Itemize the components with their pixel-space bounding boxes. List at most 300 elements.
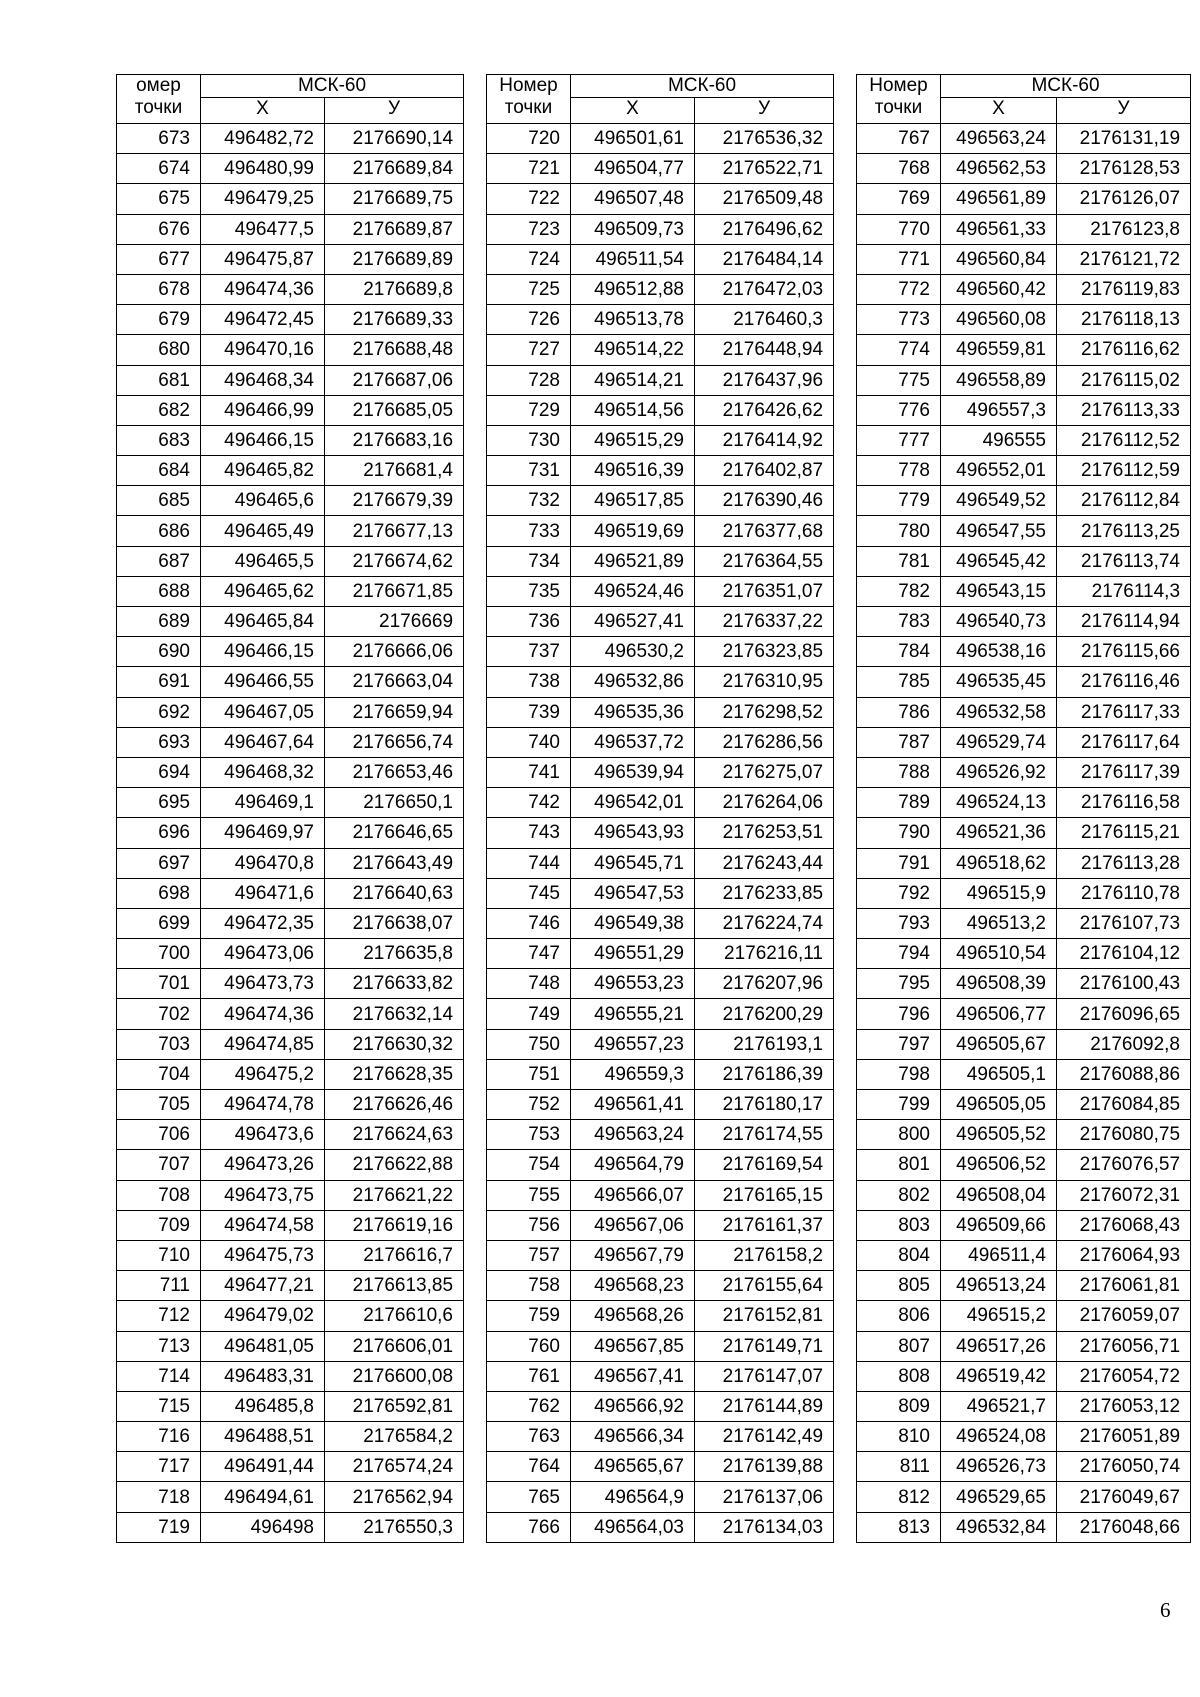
y-cell: 2176186,39	[695, 1059, 834, 1089]
table-row	[117, 1452, 464, 1482]
x-cell: 496515,2	[941, 1301, 1057, 1331]
x-cell: 496549,38	[571, 908, 695, 938]
table-row	[857, 214, 1191, 244]
x-cell: 496529,74	[941, 727, 1057, 757]
table-row	[487, 184, 834, 214]
y-cell: 2176610,6	[325, 1301, 464, 1331]
y-cell: 2176484,14	[695, 244, 834, 274]
x-cell: 496466,15	[201, 637, 325, 667]
point-number-cell: 683	[117, 425, 201, 455]
y-cell: 2176113,25	[1057, 516, 1191, 546]
point-number-cell: 806	[857, 1301, 941, 1331]
x-cell: 496566,92	[571, 1391, 695, 1421]
table-row	[117, 1331, 464, 1361]
y-cell: 2176053,12	[1057, 1391, 1191, 1421]
table-row	[117, 546, 464, 576]
y-cell: 2176158,2	[695, 1240, 834, 1270]
point-number-cell: 694	[117, 757, 201, 787]
y-cell: 2176121,72	[1057, 244, 1191, 274]
table-row	[117, 878, 464, 908]
x-cell: 496504,77	[571, 154, 695, 184]
point-number-cell: 717	[117, 1452, 201, 1482]
point-number-cell: 801	[857, 1150, 941, 1180]
table-row	[857, 757, 1191, 787]
table-row	[487, 576, 834, 606]
table-row	[117, 154, 464, 184]
y-cell: 2176096,65	[1057, 999, 1191, 1029]
table-row	[487, 1452, 834, 1482]
point-number-cell: 758	[487, 1271, 571, 1301]
point-number-cell: 720	[487, 124, 571, 154]
table-row	[117, 788, 464, 818]
x-cell: 496553,23	[571, 969, 695, 999]
x-cell: 496479,02	[201, 1301, 325, 1331]
coordinate-system-header: МСК-60	[941, 75, 1191, 98]
point-number-cell: 769	[857, 184, 941, 214]
y-cell: 2176116,46	[1057, 667, 1191, 697]
y-cell: 2176351,07	[695, 576, 834, 606]
x-cell: 496559,3	[571, 1059, 695, 1089]
x-cell: 496532,84	[941, 1512, 1057, 1542]
point-number-cell: 736	[487, 607, 571, 637]
point-number-cell: 692	[117, 697, 201, 727]
point-number-cell: 680	[117, 335, 201, 365]
y-cell: 2176628,35	[325, 1059, 464, 1089]
x-cell: 496530,2	[571, 637, 695, 667]
point-number-cell: 699	[117, 908, 201, 938]
point-number-cell: 719	[117, 1512, 201, 1542]
x-cell: 496469,97	[201, 818, 325, 848]
point-number-cell: 676	[117, 214, 201, 244]
point-number-cell: 811	[857, 1452, 941, 1482]
table-row	[857, 969, 1191, 999]
y-cell: 2176113,33	[1057, 395, 1191, 425]
y-cell: 2176683,16	[325, 425, 464, 455]
point-number-cell: 812	[857, 1482, 941, 1512]
x-cell: 496560,42	[941, 274, 1057, 304]
table-row	[487, 697, 834, 727]
x-cell: 496465,6	[201, 486, 325, 516]
y-cell: 2176092,8	[1057, 1029, 1191, 1059]
x-cell: 496505,52	[941, 1120, 1057, 1150]
y-cell: 2176550,3	[325, 1512, 464, 1542]
x-cell: 496465,84	[201, 607, 325, 637]
point-number-cell: 776	[857, 395, 941, 425]
y-cell: 2176054,72	[1057, 1361, 1191, 1391]
x-cell: 496527,41	[571, 607, 695, 637]
table-row	[857, 1271, 1191, 1301]
x-header: Х	[941, 98, 1057, 124]
y-cell: 2176155,64	[695, 1271, 834, 1301]
table-row	[487, 1422, 834, 1452]
table-row	[857, 154, 1191, 184]
table-row	[857, 1120, 1191, 1150]
y-cell: 2176626,46	[325, 1090, 464, 1120]
point-number-cell: 738	[487, 667, 571, 697]
x-cell: 496477,5	[201, 214, 325, 244]
y-cell: 2176390,46	[695, 486, 834, 516]
point-number-cell: 808	[857, 1361, 941, 1391]
point-number-cell: 783	[857, 607, 941, 637]
y-cell: 2176621,22	[325, 1180, 464, 1210]
y-cell: 2176144,89	[695, 1391, 834, 1421]
point-number-cell: 790	[857, 818, 941, 848]
y-cell: 2176448,94	[695, 335, 834, 365]
x-cell: 496545,42	[941, 546, 1057, 576]
x-cell: 496509,73	[571, 214, 695, 244]
table-row	[857, 124, 1191, 154]
point-number-cell: 798	[857, 1059, 941, 1089]
y-cell: 2176633,82	[325, 969, 464, 999]
point-number-cell: 686	[117, 516, 201, 546]
table-row	[487, 274, 834, 304]
y-cell: 2176114,3	[1057, 576, 1191, 606]
point-number-cell: 706	[117, 1120, 201, 1150]
point-number-cell: 700	[117, 939, 201, 969]
table-row	[857, 818, 1191, 848]
table-row	[117, 1029, 464, 1059]
point-number-cell: 772	[857, 274, 941, 304]
point-number-cell: 748	[487, 969, 571, 999]
point-number-cell: 684	[117, 456, 201, 486]
table-row	[117, 1482, 464, 1512]
point-number-cell: 749	[487, 999, 571, 1029]
table-row	[857, 305, 1191, 335]
table-row	[857, 1090, 1191, 1120]
x-cell: 496506,77	[941, 999, 1057, 1029]
x-cell: 496473,75	[201, 1180, 325, 1210]
table-row	[487, 1391, 834, 1421]
y-cell: 2176117,33	[1057, 697, 1191, 727]
x-cell: 496549,52	[941, 486, 1057, 516]
table-row	[487, 1210, 834, 1240]
y-cell: 2176681,4	[325, 456, 464, 486]
x-cell: 496521,36	[941, 818, 1057, 848]
x-cell: 496511,54	[571, 244, 695, 274]
point-number-header: Номер точки	[487, 75, 571, 124]
y-header: У	[325, 98, 464, 124]
table-row	[857, 1512, 1191, 1542]
point-number-cell: 764	[487, 1452, 571, 1482]
x-cell: 496510,54	[941, 939, 1057, 969]
point-number-cell: 809	[857, 1391, 941, 1421]
x-cell: 496526,92	[941, 757, 1057, 787]
point-number-cell: 711	[117, 1271, 201, 1301]
y-cell: 2176536,32	[695, 124, 834, 154]
x-cell: 496540,73	[941, 607, 1057, 637]
x-cell: 496538,16	[941, 637, 1057, 667]
point-number-cell: 763	[487, 1422, 571, 1452]
y-cell: 2176112,59	[1057, 456, 1191, 486]
y-cell: 2176174,55	[695, 1120, 834, 1150]
point-number-cell: 780	[857, 516, 941, 546]
point-number-cell: 713	[117, 1331, 201, 1361]
x-cell: 496524,13	[941, 788, 1057, 818]
table-row	[487, 305, 834, 335]
y-cell: 2176049,67	[1057, 1482, 1191, 1512]
y-cell: 2176679,39	[325, 486, 464, 516]
point-number-cell: 698	[117, 878, 201, 908]
table-row	[487, 244, 834, 274]
x-cell: 496505,05	[941, 1090, 1057, 1120]
table-row	[117, 607, 464, 637]
point-number-header: Номер точки	[857, 75, 941, 124]
x-cell: 496470,8	[201, 848, 325, 878]
x-cell: 496466,99	[201, 395, 325, 425]
coordinates-table-2	[486, 74, 834, 1543]
y-cell: 2176689,84	[325, 154, 464, 184]
table-row	[117, 365, 464, 395]
point-number-cell: 722	[487, 184, 571, 214]
table-row	[117, 1240, 464, 1270]
y-cell: 2176117,39	[1057, 757, 1191, 787]
x-cell: 496567,79	[571, 1240, 695, 1270]
point-number-cell: 805	[857, 1271, 941, 1301]
x-cell: 496470,16	[201, 335, 325, 365]
point-number-cell: 759	[487, 1301, 571, 1331]
y-cell: 2176689,33	[325, 305, 464, 335]
x-cell: 496563,24	[941, 124, 1057, 154]
y-cell: 2176161,37	[695, 1210, 834, 1240]
point-number-cell: 813	[857, 1512, 941, 1542]
y-cell: 2176663,04	[325, 667, 464, 697]
y-cell: 2176059,07	[1057, 1301, 1191, 1331]
x-cell: 496482,72	[201, 124, 325, 154]
table-row	[487, 818, 834, 848]
x-cell: 496543,15	[941, 576, 1057, 606]
table-row	[857, 788, 1191, 818]
y-cell: 2176622,88	[325, 1150, 464, 1180]
y-cell: 2176643,49	[325, 848, 464, 878]
point-number-cell: 750	[487, 1029, 571, 1059]
table-row	[857, 184, 1191, 214]
table-row	[857, 637, 1191, 667]
point-number-cell: 727	[487, 335, 571, 365]
y-cell: 2176233,85	[695, 878, 834, 908]
x-cell: 496477,21	[201, 1271, 325, 1301]
point-number-cell: 716	[117, 1422, 201, 1452]
table-row	[487, 1271, 834, 1301]
x-cell: 496485,8	[201, 1391, 325, 1421]
y-cell: 2176068,43	[1057, 1210, 1191, 1240]
x-cell: 496468,34	[201, 365, 325, 395]
point-number-cell: 697	[117, 848, 201, 878]
point-number-cell: 781	[857, 546, 941, 576]
y-cell: 2176460,3	[695, 305, 834, 335]
point-number-cell: 799	[857, 1090, 941, 1120]
table-row	[857, 1331, 1191, 1361]
point-number-cell: 785	[857, 667, 941, 697]
table-row	[117, 335, 464, 365]
point-number-cell: 789	[857, 788, 941, 818]
y-cell: 2176116,58	[1057, 788, 1191, 818]
table-row	[487, 939, 834, 969]
table-row	[487, 1150, 834, 1180]
point-number-cell: 679	[117, 305, 201, 335]
x-cell: 496494,61	[201, 1482, 325, 1512]
point-number-cell: 710	[117, 1240, 201, 1270]
point-number-cell: 767	[857, 124, 941, 154]
table-row	[487, 1120, 834, 1150]
y-cell: 2176286,56	[695, 727, 834, 757]
table-row	[487, 1512, 834, 1542]
x-cell: 496479,25	[201, 184, 325, 214]
y-cell: 2176323,85	[695, 637, 834, 667]
x-cell: 496509,66	[941, 1210, 1057, 1240]
table-row	[857, 1150, 1191, 1180]
x-cell: 496514,56	[571, 395, 695, 425]
point-number-cell: 793	[857, 908, 941, 938]
point-number-cell: 757	[487, 1240, 571, 1270]
x-cell: 496467,05	[201, 697, 325, 727]
point-number-cell: 681	[117, 365, 201, 395]
y-cell: 2176061,81	[1057, 1271, 1191, 1301]
y-cell: 2176165,15	[695, 1180, 834, 1210]
x-cell: 496532,58	[941, 697, 1057, 727]
x-cell: 496498	[201, 1512, 325, 1542]
point-number-cell: 705	[117, 1090, 201, 1120]
x-cell: 496524,46	[571, 576, 695, 606]
table-row	[857, 486, 1191, 516]
x-cell: 496567,85	[571, 1331, 695, 1361]
table-row	[857, 425, 1191, 455]
x-cell: 496473,73	[201, 969, 325, 999]
x-cell: 496526,73	[941, 1452, 1057, 1482]
point-number-cell: 768	[857, 154, 941, 184]
y-cell: 2176364,55	[695, 546, 834, 576]
table-row	[857, 1391, 1191, 1421]
y-cell: 2176131,19	[1057, 124, 1191, 154]
x-cell: 496535,45	[941, 667, 1057, 697]
point-number-cell: 695	[117, 788, 201, 818]
table-row	[857, 999, 1191, 1029]
x-cell: 496475,73	[201, 1240, 325, 1270]
table-row	[117, 1180, 464, 1210]
table-row	[117, 1150, 464, 1180]
point-number-cell: 708	[117, 1180, 201, 1210]
y-cell: 2176200,29	[695, 999, 834, 1029]
y-cell: 2176640,63	[325, 878, 464, 908]
table-row	[117, 214, 464, 244]
x-cell: 496564,79	[571, 1150, 695, 1180]
point-number-cell: 724	[487, 244, 571, 274]
x-cell: 496561,41	[571, 1090, 695, 1120]
y-cell: 2176275,07	[695, 757, 834, 787]
table-row	[487, 788, 834, 818]
x-cell: 496566,07	[571, 1180, 695, 1210]
y-cell: 2176437,96	[695, 365, 834, 395]
y-cell: 2176646,65	[325, 818, 464, 848]
x-cell: 496465,62	[201, 576, 325, 606]
point-number-cell: 800	[857, 1120, 941, 1150]
x-cell: 496465,5	[201, 546, 325, 576]
x-cell: 496543,93	[571, 818, 695, 848]
y-cell: 2176496,62	[695, 214, 834, 244]
table-row	[487, 425, 834, 455]
point-number-cell: 782	[857, 576, 941, 606]
table-row	[857, 456, 1191, 486]
table-row	[857, 878, 1191, 908]
point-number-cell: 721	[487, 154, 571, 184]
x-cell: 496565,67	[571, 1452, 695, 1482]
x-cell: 496561,89	[941, 184, 1057, 214]
x-cell: 496518,62	[941, 848, 1057, 878]
table-row	[857, 1029, 1191, 1059]
point-number-header: омер точки	[117, 75, 201, 124]
x-cell: 496560,84	[941, 244, 1057, 274]
x-cell: 496508,04	[941, 1180, 1057, 1210]
table-row	[487, 667, 834, 697]
y-cell: 2176243,44	[695, 848, 834, 878]
table-row	[487, 848, 834, 878]
point-number-cell: 689	[117, 607, 201, 637]
x-cell: 496558,89	[941, 365, 1057, 395]
point-number-cell: 685	[117, 486, 201, 516]
x-cell: 496517,85	[571, 486, 695, 516]
x-cell: 496508,39	[941, 969, 1057, 999]
x-cell: 496473,26	[201, 1150, 325, 1180]
point-number-cell: 778	[857, 456, 941, 486]
point-number-cell: 753	[487, 1120, 571, 1150]
table-row	[117, 1271, 464, 1301]
y-cell: 2176107,73	[1057, 908, 1191, 938]
point-number-cell: 675	[117, 184, 201, 214]
x-cell: 496481,05	[201, 1331, 325, 1361]
y-cell: 2176123,8	[1057, 214, 1191, 244]
table-row	[857, 1210, 1191, 1240]
coordinate-system-header: МСК-60	[201, 75, 464, 98]
y-cell: 2176072,31	[1057, 1180, 1191, 1210]
table-row	[857, 667, 1191, 697]
x-cell: 496471,6	[201, 878, 325, 908]
y-cell: 2176088,86	[1057, 1059, 1191, 1089]
y-cell: 2176104,12	[1057, 939, 1191, 969]
table-row	[117, 1210, 464, 1240]
x-cell: 496555,21	[571, 999, 695, 1029]
x-cell: 496542,01	[571, 788, 695, 818]
point-number-cell: 733	[487, 516, 571, 546]
table-row	[117, 969, 464, 999]
x-cell: 496474,85	[201, 1029, 325, 1059]
y-cell: 2176080,75	[1057, 1120, 1191, 1150]
table-row	[487, 154, 834, 184]
x-cell: 496555	[941, 425, 1057, 455]
table-row	[487, 607, 834, 637]
y-header: У	[695, 98, 834, 124]
y-cell: 2176126,07	[1057, 184, 1191, 214]
point-number-cell: 725	[487, 274, 571, 304]
table-row	[487, 969, 834, 999]
point-number-cell: 703	[117, 1029, 201, 1059]
point-number-cell: 742	[487, 788, 571, 818]
y-cell: 2176118,13	[1057, 305, 1191, 335]
point-number-cell: 788	[857, 757, 941, 787]
y-cell: 2176253,51	[695, 818, 834, 848]
y-cell: 2176624,63	[325, 1120, 464, 1150]
y-cell: 2176100,43	[1057, 969, 1191, 999]
point-number-cell: 728	[487, 365, 571, 395]
table-row	[117, 395, 464, 425]
y-cell: 2176689,89	[325, 244, 464, 274]
x-cell: 496517,26	[941, 1331, 1057, 1361]
point-number-cell: 751	[487, 1059, 571, 1089]
y-cell: 2176115,66	[1057, 637, 1191, 667]
y-cell: 2176690,14	[325, 124, 464, 154]
point-number-cell: 678	[117, 274, 201, 304]
y-cell: 2176180,17	[695, 1090, 834, 1120]
point-number-cell: 729	[487, 395, 571, 425]
y-cell: 2176613,85	[325, 1271, 464, 1301]
